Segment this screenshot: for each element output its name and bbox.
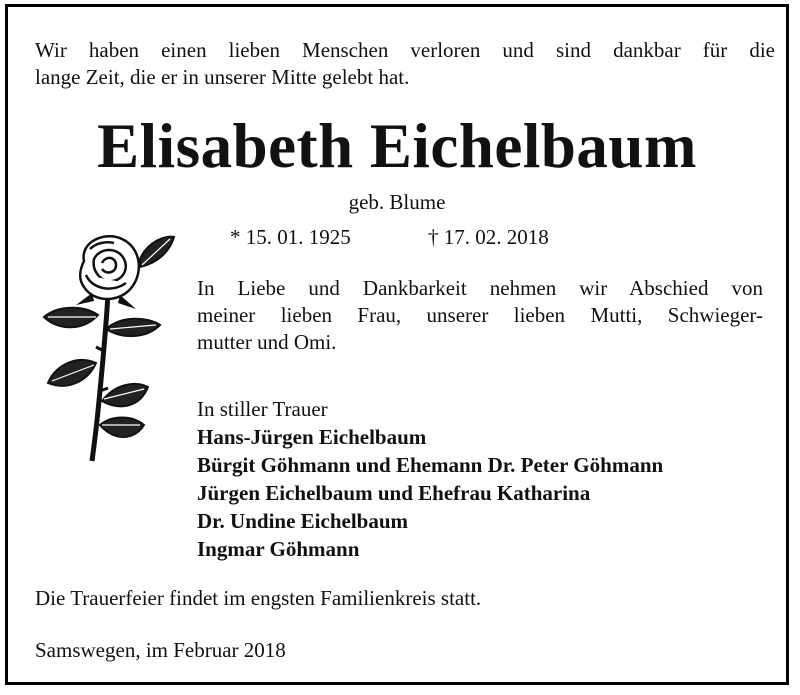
message-line: mutter und Omi. (197, 330, 337, 354)
funeral-note: Die Trauerfeier findet im engsten Familienkreis statt. (35, 586, 482, 610)
intro-line: lange Zeit, die er in unserer Mitte gelebt hat. (35, 65, 410, 89)
message-line: meiner lieben Frau, unserer lieben Mutti, Schwieger- (197, 303, 763, 327)
deceased-name: Elisabeth Eichelbaum (97, 111, 697, 181)
mourner-name: Jürgen Eichelbaum und Ehefrau Katharina (197, 481, 591, 505)
birth-date: * 15. 01. 1925 (230, 225, 351, 249)
rose-icon (36, 231, 176, 463)
intro-text (35, 37, 775, 91)
message-line: In Liebe und Dankbarkeit nehmen wir Abschied von (197, 276, 763, 300)
obituary-notice (5, 4, 789, 685)
place-and-date: Samswegen, im Februar 2018 (35, 638, 286, 662)
mourner-name: Ingmar Göhmann (197, 537, 360, 561)
birth-name: geb. Blume (348, 190, 446, 214)
farewell-message (197, 275, 763, 356)
intro-line: Wir haben einen lieben Menschen verloren und sind dankbar für die (35, 38, 775, 62)
mourner-name: Hans-Jürgen Eichelbaum (197, 425, 427, 449)
mourning-heading: In stiller Trauer (197, 397, 328, 421)
mourner-name: Bürgit Göhmann und Ehemann Dr. Peter Göhmann (197, 453, 664, 477)
mourner-name: Dr. Undine Eichelbaum (197, 509, 409, 533)
death-date: † 17. 02. 2018 (428, 225, 549, 249)
mourners-block (197, 395, 777, 563)
